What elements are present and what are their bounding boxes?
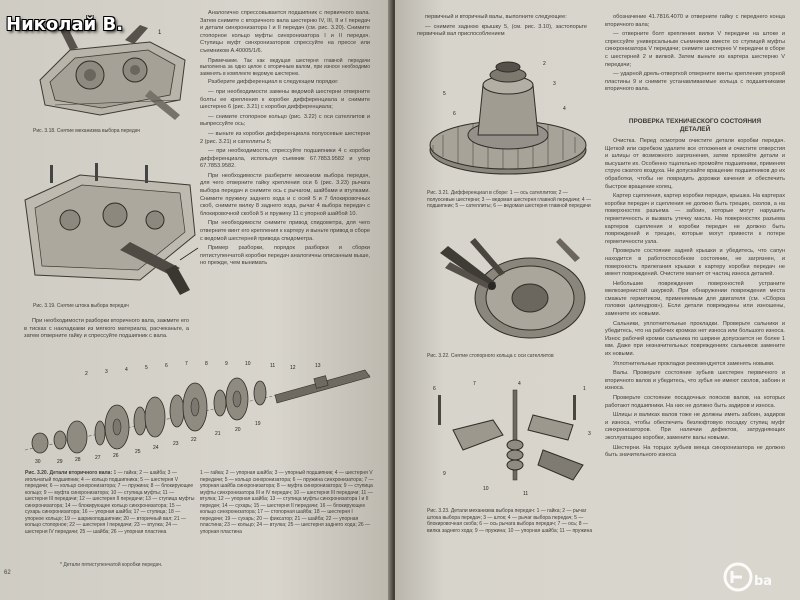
figure-gear-selector-parts <box>423 375 598 505</box>
svg-text:ba: ba <box>754 574 773 589</box>
paragraph: — снимите стопорное кольцо (рис. 3.22) с оси сателлитов и выпрессуйте ось; <box>200 113 370 128</box>
paragraph: Шестерни. На торцах зубьев венца синхронизатора не должно быть значительного износа <box>605 444 785 459</box>
paragraph: Проверьте состояние посадочных поясков валов, на которых работают подшипники. На них не должно быть задиров и износа. <box>605 395 785 409</box>
paragraph: Валы. Проверьте состояние зубьев шестерен первичного и вторичного валов и убедитесь, что зубья не имеют сколов, забоин и износа. <box>605 370 785 392</box>
svg-text:23: 23 <box>173 441 179 447</box>
svg-text:11: 11 <box>523 491 529 497</box>
svg-text:3: 3 <box>553 81 556 87</box>
svg-text:28: 28 <box>75 457 81 463</box>
paragraph: При необходимости разборки вторичного вала, зажмите его в тисках с накладками из мягкого материала, расчеканьте, а затем отверните гайку и спрессуйте подшипник с вала. <box>24 318 189 340</box>
svg-text:25: 25 <box>135 449 141 455</box>
paragraph: — выньте из коробки дифференциала полуосевые шестерни 2 (рис. 3.21) и сателлиты 5; <box>200 130 370 145</box>
svg-text:29: 29 <box>57 459 63 465</box>
svg-text:6: 6 <box>453 111 456 117</box>
figure-gearbox-selector-removal <box>30 20 198 125</box>
figure-caption-legend: 1 — гайка; 2 — шайба; 3 — игольчатый подшипник; 4 — кольцо подшипника; 5 — шестерня V передачи; 6 — кольцо синхронизатора; 7 — пружина; 8 — блокирующее кольцо; 9 — муфта синхронизатора; 10 — ступица муфты; 11 — шестерня III передачи; 12 — шестерня II передачи; 13 — ступица муфты синхронизатора; 14 — блокирующее кольцо синхронизатора; 15 — сухарь синхронизатора; 16 — упорная шайба; 17 — ступица; 18 — упорное кольцо; 19 — шарикоподшипник; 20 — вторичный вал; 21 — кольцо стопорное; 22 — шестерня I передачи; 23 — втулка; 24 — шестерня IV передачи; 25 — шайба; 26 — упорная пластина <box>25 470 195 535</box>
figure-caption: Рис. 3.23. Детали механизма выбора передач: 1 — гайка; 2 — рычаг штока выбора передач; 3 — шток; 4 — рычаг выбора передач; 5 — блокировочная скоба; 6 — ось рычага выбора передач; 7 — ось; 8 — вилка заднего хода; 9 — пружина; 10 — упорная шайба; 11 — пружина <box>427 508 593 534</box>
svg-text:26: 26 <box>113 453 119 459</box>
svg-text:13: 13 <box>315 363 321 369</box>
svg-text:2: 2 <box>543 61 546 67</box>
right-column-text <box>605 14 785 96</box>
svg-text:9: 9 <box>225 361 228 367</box>
svg-text:5: 5 <box>145 365 148 371</box>
paragraph: Разберите дифференциал в следующем порядке: <box>208 79 339 86</box>
paragraph: — снимите заднюю крышку 5, (см. рис. 3.10), застопорьте первичный вал приспособлением <box>417 23 587 38</box>
svg-text:20: 20 <box>235 427 241 433</box>
paragraph: Картер сцепления, картер коробки передач, крышка. На картерах коробки передач и сцепления не должно быть трещин, сколов, а на поверхностях разъема — забоин, которые могут нарушить герметичность и вызвать утечку масла. На поверхностях разъема картеров сцепления и коробки передач не должно быть повреждений и трещин, которые могут привести к потере герметичности узла. <box>605 193 785 245</box>
right-column-text <box>200 10 370 270</box>
svg-text:4: 4 <box>125 367 128 373</box>
svg-text:4: 4 <box>563 106 566 112</box>
figure-secondary-shaft-exploded <box>15 355 380 470</box>
footnote: * Детали пятиступенчатой коробки передач. <box>60 562 163 568</box>
figure-caption: Рис. 3.21. Дифференциал в сборе: 1 — ось сателлитов; 2 — полуосевые шестерни; 3 — ведомая шестерня главной передачи; 4 — подшипник; 5 — сателлиты; 6 — ведомая шестерня главной передачи <box>427 190 592 209</box>
figure-caption <box>25 470 195 535</box>
paragraph: Шлицы и валиках валов тоже не должны иметь забоин, задиров и износа, чтобы обеспечить безлюфтовую посадку ступиц муфт синхронизаторов. При наличии дефектов, затрудняющих эксплуатацию коробки, замените валы новыми. <box>605 412 785 441</box>
svg-text:3: 3 <box>588 431 591 437</box>
section-heading: ПРОВЕРКА ТЕХНИЧЕСКОГО СОСТОЯНИЯ ДЕТАЛЕЙ <box>628 118 762 133</box>
right-page <box>395 0 800 600</box>
svg-text:6: 6 <box>433 386 436 392</box>
paragraph: Сальники, уплотнительные прокладки. Проверьте сальники и убедитесь, что на рабочих кромках нет износа или большого износа. Износ рабочей кромки сальника по ширине допускается не более 1 мм. Даже при незначительных повреждениях сальников замените их новыми. <box>605 320 785 358</box>
figure-caption: Рис. 3.19. Снятие штока выбора передач <box>33 303 129 309</box>
figure-caption-title: Рис. 3.20. Детали вторичного вала: <box>25 470 113 476</box>
svg-text:9: 9 <box>443 471 446 477</box>
left-page <box>0 0 392 600</box>
paragraph: обозначение 41.7816.4070 и отверните гайку с переднего конца вторичного вала; <box>605 14 785 28</box>
figure-circlip-removal <box>430 228 595 348</box>
uploader-name-watermark: Николай В. <box>6 14 124 35</box>
paragraph: — при необходимости, спрессуйте подшипники 4 с коробки дифференциала, используя съемник 67.7853.9582 и упор 67.7853.9582. <box>200 148 370 170</box>
right-column-body <box>605 138 785 462</box>
figure-shift-rod-removal <box>20 160 200 300</box>
paragraph: первичный и вторичный валы, выполните следующее: <box>425 14 567 20</box>
svg-text:30: 30 <box>35 459 41 465</box>
figure-caption-right: 1 — гайка; 2 — упорная шайба; 3 — упорный подшипник; 4 — шестерня V передачи; 5 — кольцо синхронизатора; 6 — пружина синхронизатора; 7 — упорная шайба синхронизатора; 8 — муфта синхронизатора; 9 — ступица муфты синхронизатора III и IV передач; 10 — шестерня III передачи; 11 — втулка; 12 — упорная шайба; 13 — ступица муфты синхронизатора I и II передач; 14 — сухарь; 15 — шестерня II передачи; 16 — блокирующее кольцо синхронизатора; 17 — стопорная шайба; 18 — шестерня I передачи; 19 — сухарь; 20 — фиксатор; 21 — шайба; 22 — упорная пластина; 23 — кольцо; 24 — втулка; 25 — шестерня заднего хода; 26 — упорная пластина <box>200 470 374 535</box>
paragraph: При необходимости разберите механизм выбора передач, для чего отверните гайку крепления оси 6 (рис. 3.23) рычага выбора передач и снимите ось с рычагом, шайбами и втулками. Снимите пружину заднего хода и с осей 5 и 7 блокировочных скоб, снимите вилку 8 заднего хода, рычаг 4 выбора передач с блокировочной скобой 5 и пружину 11 с упорной шайбой 10. <box>200 172 370 217</box>
svg-text:3: 3 <box>105 369 108 375</box>
paragraph: — отверните болт крепления вилки V передачи на штоке и спрессуйте универсальным съемником вместе со ступицей муфты синхронизатора V передачи; снимите шестерню V передачи в сборе с шестерней 2 и вилкой. Затем выньте из картера шестерню V передачи; <box>605 31 785 68</box>
right-page-top-text <box>417 14 587 41</box>
paragraph: Очистка. Перед осмотром очистите детали коробки передач. Щеткой или скребком удалите все отложения и очистите отверстия и шлицы от возможного загрязнения, затем промойте детали и высушите их. Особенно тщательно промойте подшипники, применяя струю сжатого воздуха. Не допускайте вращение подшипников до их обработки, чтобы не повредить дорожки качения и обеспечить быстрое вращение колец. <box>605 138 785 190</box>
paragraph: Небольшие повреждения поверхностей устраните мелкозернистой шкуркой. При обнаружении повреждения места смажьте герметиком, применяемым для двигателя (см. «Сборка головки цилиндров»). Если детали повреждены или изношены, замените их новыми. <box>605 280 785 318</box>
svg-text:10: 10 <box>245 361 251 367</box>
svg-text:7: 7 <box>185 361 188 367</box>
paragraph: — при необходимости замены ведомой шестерни отверните болты ее крепления к коробке дифференциала и снимите шестерню 6 (рис. 3.21) с коробки дифференциала; <box>200 88 370 111</box>
svg-text:22: 22 <box>191 437 197 443</box>
svg-text:24: 24 <box>153 445 159 451</box>
svg-text:12: 12 <box>290 365 296 371</box>
paragraph: При необходимости снимите привод спидометра, для чего отверните винт его крепления к картеру и выньте привод в сборе с ведомой шестерней привода спидометра. <box>200 220 370 242</box>
figure-caption: Рис. 3.18. Снятие механизма выбора передач <box>33 128 141 134</box>
svg-text:10: 10 <box>483 486 489 492</box>
svg-text:1: 1 <box>158 30 162 36</box>
paragraph: Аналогично спрессовывается подшипник с первичного вала. Затем снимите с вторичного вала шестерню IV, III, II и I передач и детали синхронизатора I и II передач (см. рис. 3.20). Снимите стопорное кольцо муфты синхронизатора I и II передач. Ступицы муфт синхронизаторов спрессуйте на прессе или съемником А.40005/1/6. <box>200 10 370 54</box>
left-column-text <box>24 318 189 343</box>
paragraph-note: Примечание. Так как ведущая шестерня главной передачи выполнена за одно целое с вторичным валом, при износе необходимо заменять в комплекте ведомую шестерню. <box>200 57 370 77</box>
svg-text:8: 8 <box>205 361 208 367</box>
paragraph: Пример разборки, порядок разборки и сборки пятиступенчатой коробки передач аналогичны описанным выше, но прежде, чем вынимать <box>200 245 370 267</box>
svg-text:4: 4 <box>518 381 521 387</box>
svg-text:7: 7 <box>473 381 476 387</box>
svg-text:11: 11 <box>270 363 276 369</box>
svg-text:2: 2 <box>85 371 88 377</box>
svg-text:6: 6 <box>165 363 168 369</box>
svg-text:27: 27 <box>95 455 101 461</box>
page-number: 62 <box>4 570 11 576</box>
paragraph: Уплотнительные прокладки рекомендуется заменять новыми. <box>613 360 775 367</box>
paragraph: — ударной дрель-отверткой отверните винты крепления упорной пластины 9 и снимите устанавливаемые кольца с подшипниками вторичного вала. <box>605 71 785 93</box>
bazar-logo <box>710 545 800 600</box>
paragraph: Проверьте состояние задней крышки и убедитесь, что сапун находится в работоспособном состоянии, не загрязнен, и поверхность прилегания крышки к картеру коробки передач не имеет повреждений. Очистите магнит от частиц износа деталей. <box>605 248 785 278</box>
svg-text:5: 5 <box>443 91 446 97</box>
figure-differential-assembly <box>423 55 593 185</box>
svg-text:21: 21 <box>215 431 221 437</box>
svg-text:19: 19 <box>255 421 261 427</box>
figure-caption: Рис. 3.22. Снятие стопорного кольца с оси сателлитов <box>427 353 554 359</box>
svg-text:1: 1 <box>583 386 586 392</box>
